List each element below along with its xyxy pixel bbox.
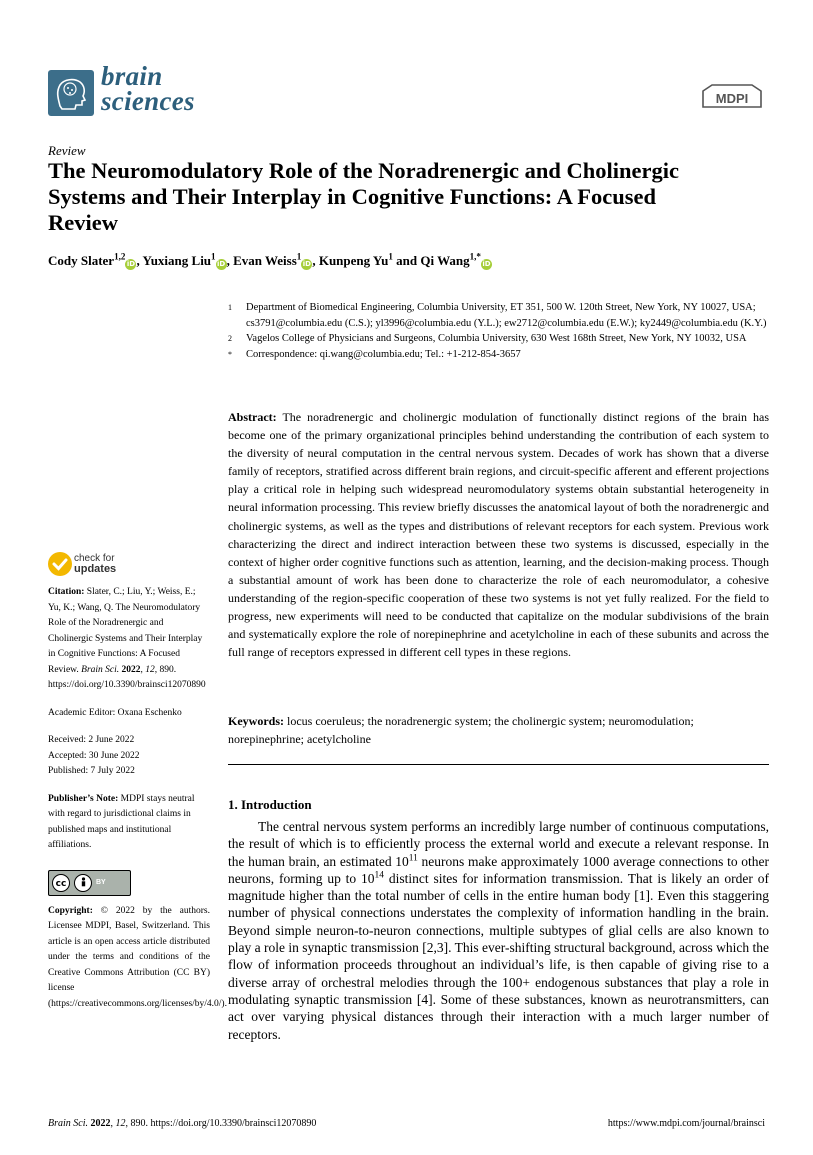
author-separator: and (392, 253, 421, 268)
affiliation-marker: * (228, 349, 232, 359)
abstract (228, 408, 769, 661)
citation-journal: Brain Sci. (81, 664, 120, 675)
citation-label: Citation: (48, 587, 85, 597)
orcid-icon[interactable]: iD (216, 260, 226, 268)
check-for-updates-button[interactable] (48, 552, 148, 578)
checkmark-icon (48, 552, 72, 576)
cc-icon: cc (52, 874, 70, 892)
author-name: Yuxiang Liu (142, 253, 212, 268)
journal-name-line2: sciences (101, 86, 195, 116)
received-date: Received: 2 June 2022 (48, 735, 135, 745)
author-name: Cody Slater (48, 253, 115, 268)
citation: Citation: Slater, C.; Liu, Y.; Weiss, E.; Yu, K.; Wang, Q. The Neuromodulatory Role of the Noradrenergic and Cholinergic Systems and Their Interplay in Cognitive Functions: A Focused Review. Brain Sci. 2022, 12, 890. https://doi.org/10.3390/brainsci12070890 (48, 587, 206, 690)
keywords-text: locus coeruleus; the noradrenergic system; the cholinergic system; neuromodulation; norepinephrine; acetylcholine (228, 714, 694, 747)
accepted-date: Accepted: 30 June 2022 (48, 750, 140, 761)
journal-logo (48, 70, 94, 116)
publisher-name: MDPI (715, 91, 749, 106)
journal-name-line1: brain (101, 61, 163, 91)
affiliation-item (228, 300, 788, 331)
author-affiliation-marker: 1 (211, 251, 216, 262)
publisher-note: Publisher’s Note: MDPI stays neutral with regard to jurisdictional claims in published maps and institutional affiliations. (48, 793, 195, 850)
orcid-icon[interactable]: iD (302, 260, 311, 268)
footer-citation: Brain Sci. 2022, 12, 890. https://doi.org/10.3390/brainsci12070890 (48, 1118, 317, 1129)
keywords-label: Keywords: (228, 714, 284, 728)
affiliation-text: Vagelos College of Physicians and Surgeons, Columbia University, 630 West 168th Street, New York, NY 10032, USA (246, 333, 747, 344)
citation-doi-link[interactable]: , 890. https://doi.org/10.3390/brainsci12070890 (48, 664, 206, 690)
introduction-paragraph: The central nervous system performs an incredibly large number of continuous computations, the result of which is to efficiently process the external world and execute a relevant response. In the human brain, an estimated $10^{11}$ neurons make approximately 1000 average connections to other neurons, forming up to $10^{14}$ distinct sites for information transmission. That is likely an order of magnitude higher than the total number of cells in the entire human body [1]. Even this staggering number of physical connections understates the complexity of information handling in the brain. Beyond simple neuron-to-neuron connections, multiple subtypes of glial cells are also known to play a role in synaptic transmission [2,3]. This ever-shifting structural background, across which the flow of information proceeds throughout an individual’s life, is then capable of giving rise to a diverse array of orchestral melodies through the 100+ endogenous substances that play a role in modulating synaptic transmission [4]. Some of these substances, known as neurotransmitters, can act over varying physical distances through their interaction with a much larger number of receptors. (228, 819, 769, 1042)
journal-name (101, 61, 195, 116)
author-separator: , (136, 253, 143, 268)
sidebar (48, 585, 227, 1012)
check-label-line1: check for (74, 553, 115, 564)
affiliation-text: Department of Biomedical Engineering, Columbia University, ET 351, 500 W. 120th Street, New York, NY 10027, USA; cs3791@columbia.edu (C.S.); yl3996@columbia.edu (Y.L.); ew2712@columbia.edu (E.W.); ky2449@columbia.edu (K.Y.) (246, 302, 767, 329)
footer-doi-link[interactable]: , 890. https://doi.org/10.3390/brainsci12070890 (125, 1118, 317, 1129)
article-title: The Neuromodulatory Role of the Noradrenergic and Cholinergic Systems and Their Interplay in Cognitive Functions: A Focused Review (48, 158, 679, 235)
affiliations (228, 300, 788, 362)
author-affiliation-marker: 1,* (469, 251, 481, 262)
affiliation-item (228, 331, 788, 347)
orcid-icon[interactable]: iD (482, 260, 491, 268)
author-separator: , (226, 253, 234, 268)
published-date: Published: 7 July 2022 (48, 766, 135, 776)
author-list (48, 253, 492, 270)
by-label: BY (96, 878, 106, 886)
mdpi-logo (699, 82, 765, 110)
affiliation-text: Correspondence: qi.wang@columbia.edu; Tel.: +1-212-854-3657 (246, 348, 521, 360)
affiliation-marker: 1 (228, 303, 232, 312)
copyright: Copyright: © 2022 by the authors. Licensee MDPI, Basel, Switzerland. This article is an open access article distributed under the terms and conditions of the Creative Commons Attribution (CC BY) license (https://creativecommons.org/licenses/by/4.0/). (48, 905, 227, 1009)
check-label-line2: updates (74, 563, 117, 575)
abstract-text: The noradrenergic and cholinergic modulation of functionally distinct regions of the brain has become one of the primary organizational principles behind understanding the contribution of each system to the diversity of neural computation in the central nervous system. Decades of work has shown that a diverse family of receptors, stratified across different brain regions, and circuit-specific afferent and efferent projections play a critical role in helping such widespread neuromodulatory systems obtain substantial heterogeneity in neural information processing. This review briefly discusses the anatomical layout of both the noradrenergic and cholinergic systems, as well as the types and distributions of relevant receptors for each system. Previous work characterizing the direct and indirect interaction between these two systems is discussed, especially in the context of higher order cognitive functions such as attention, learning, and the decision-making process. Though a substantial amount of work has been done to characterize the role of each neuromodulator, a cohesive understanding of the region-specific cooperation of these two systems is not yet fully realized. For the field to progress, new experiments will need to be conducted that capitalize on the modular subdivisions of the brain and systematically explore the role of norepinephrine and acetylcholine in each of these subunits and across the full range of receptors expressed in different cell types in these regions. (228, 410, 769, 660)
person-icon (74, 874, 92, 892)
author-name: Kunpeng Yu (318, 253, 389, 268)
author-name: Qi Wang (420, 253, 470, 268)
head-profile-icon (48, 70, 94, 116)
orcid-icon[interactable]: iD (126, 260, 136, 268)
abstract-label: Abstract: (228, 410, 277, 424)
author-name: Evan Weiss (233, 253, 297, 268)
section-divider (228, 764, 769, 765)
affiliation-item (228, 347, 788, 363)
affiliation-marker: 2 (228, 334, 232, 343)
author-affiliation-marker: 1 (296, 251, 302, 262)
footer-journal-url[interactable]: https://www.mdpi.com/journal/brainsci (607, 1118, 765, 1129)
section-heading-introduction: 1. Introduction (228, 797, 312, 812)
article-type: Review (48, 143, 86, 158)
academic-editor: Academic Editor: Oxana Eschenko (48, 707, 182, 718)
keywords (228, 712, 769, 748)
author-affiliation-marker: 1 (388, 251, 393, 262)
author-affiliation-marker: 1,2 (114, 251, 126, 262)
cc-by-license-badge[interactable] (48, 870, 131, 896)
author-separator: , (312, 253, 319, 268)
